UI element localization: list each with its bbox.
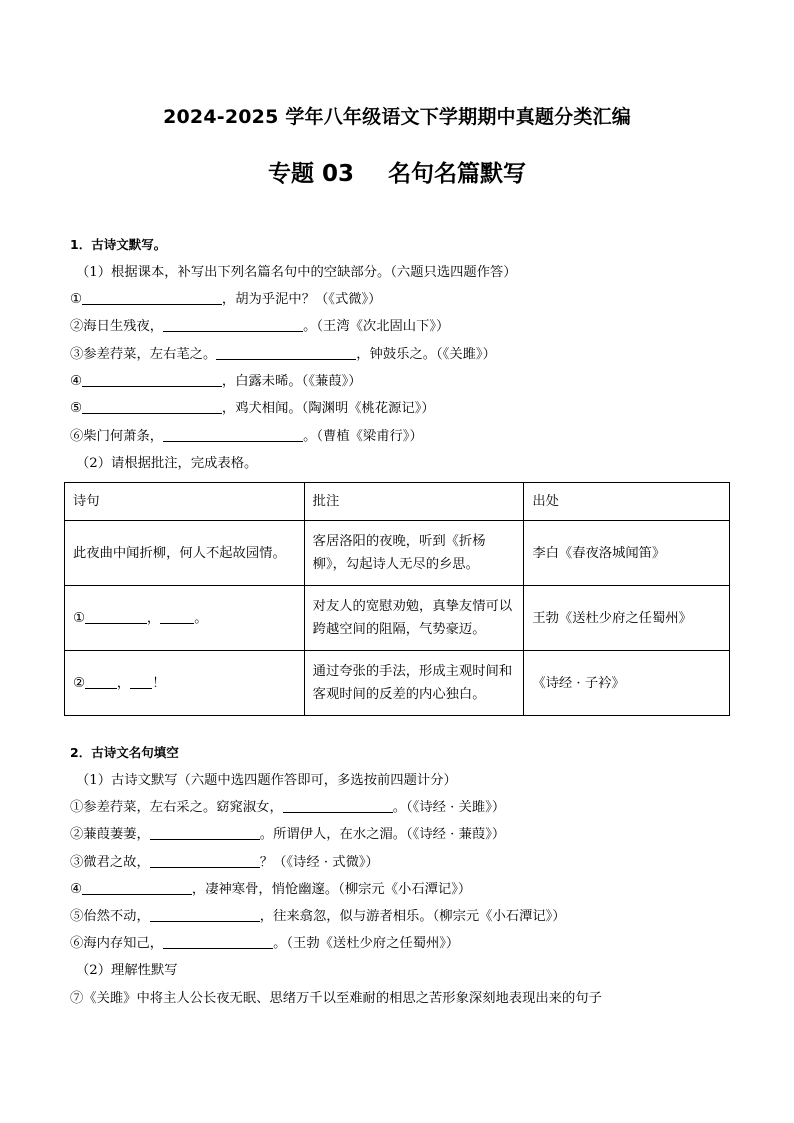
fill-item-1-5: ⑤ ，鸡犬相闻。（陶渊明《桃花源记》） xyxy=(70,401,435,416)
answer-blank[interactable] xyxy=(82,373,222,387)
section2-heading: 2．古诗文名句填空 xyxy=(70,745,179,760)
table-cell-line: 此夜曲中闻折柳，何人不起故园情。 xyxy=(65,521,305,586)
answer-blank[interactable] xyxy=(85,675,117,689)
document-subtitle xyxy=(0,155,794,188)
answer-blank[interactable] xyxy=(163,935,273,949)
section1-part2-intro: （2）请根据批注，完成表格。 xyxy=(76,456,258,471)
fill-item-2-4: ④ ，凄神寒骨，悄怆幽邃。（柳宗元《小石潭记》） xyxy=(70,882,472,897)
answer-blank[interactable] xyxy=(82,291,222,305)
answer-blank[interactable] xyxy=(163,428,303,442)
table-cell-source: 《诗经 · 子衿》 xyxy=(524,651,730,716)
table-cell-source: 王勃《送杜少府之任蜀州》 xyxy=(524,586,730,651)
subtitle-main: 名句名篇默写 xyxy=(388,161,526,187)
section2-part2-intro: （2）理解性默写 xyxy=(76,963,178,978)
table-header-cell: 出处 xyxy=(524,483,730,521)
section2-part1-intro: （1）古诗文默写（六题中选四题作答即可，多选按前四题计分） xyxy=(76,773,457,788)
table-cell-line: ② ， ！ xyxy=(65,651,305,716)
answer-blank[interactable] xyxy=(163,318,303,332)
fill-item-1-2: ②海日生残夜， 。（王湾《次北固山下》） xyxy=(70,319,450,334)
answer-blank[interactable] xyxy=(283,799,393,813)
table-cell-note: 对友人的宽慰劝勉，真挚友情可以跨越空间的阻隔，气势豪迈。 xyxy=(304,586,524,651)
answer-blank[interactable] xyxy=(150,854,260,868)
fill-item-2-5: ⑤佁然不动， ，往来翕忽，似与游者相乐。（柳宗元《小石潭记》） xyxy=(70,909,566,924)
answer-blank[interactable] xyxy=(160,610,194,624)
answer-blank[interactable] xyxy=(216,346,356,360)
answer-blank[interactable] xyxy=(82,400,222,414)
fill-item-1-4: ④ ，白露未晞。（《蒹葭》） xyxy=(70,374,362,389)
fill-item-2-2: ②蒹葭萋萋， 。所谓伊人，在水之湄。（《诗经 · 蒹葭》） xyxy=(70,827,506,842)
table-header-cell: 批注 xyxy=(304,483,524,521)
answer-blank[interactable] xyxy=(150,826,260,840)
subtitle-prefix: 专题 03 xyxy=(267,161,354,187)
fill-item-2-3: ③微君之故， ？（《诗经 · 式微》） xyxy=(70,855,379,870)
fill-item-1-6: ⑥柴门何萧条， 。（曹植《梁甫行》） xyxy=(70,429,423,444)
fill-item-1-3: ③参差荇菜，左右芼之。 ，钟鼓乐之。（《关雎》） xyxy=(70,347,496,362)
fill-item-2-6: ⑥海内存知己， 。（王勃《送杜少府之任蜀州》） xyxy=(70,936,460,951)
table-cell-source: 李白《春夜洛城闻笛》 xyxy=(524,521,730,586)
table-row xyxy=(65,586,730,651)
question-item-7: ⑦《关雎》中将主人公长夜无眠、思绪万千以至难耐的相思之苦形象深刻地表现出来的句子 xyxy=(70,991,602,1006)
answer-blank[interactable] xyxy=(85,610,147,624)
fill-item-2-1: ①参差荇菜，左右采之。窈窕淑女， 。（《诗经 · 关雎》） xyxy=(70,800,506,815)
table-row xyxy=(65,521,730,586)
section1-heading: 1．古诗文默写。 xyxy=(70,237,167,252)
table-header-cell: 诗句 xyxy=(65,483,305,521)
table-cell-note: 客居洛阳的夜晚，听到《折杨柳》，勾起诗人无尽的乡思。 xyxy=(304,521,524,586)
table-header-row xyxy=(65,483,730,521)
fill-item-1-1: ① ，胡为乎泥中？（《式微》） xyxy=(70,292,382,307)
answer-blank[interactable] xyxy=(82,881,192,895)
answer-blank[interactable] xyxy=(150,908,260,922)
table-cell-note: 通过夸张的手法，形成主观时间和客观时间的反差的内心独白。 xyxy=(304,651,524,716)
document-title: 2024-2025 学年八年级语文下学期期中真题分类汇编 xyxy=(163,106,631,128)
section1-part1-intro: （1）根据课本，补写出下列名篇名句中的空缺部分。（六题只选四题作答） xyxy=(76,265,517,280)
annotation-table xyxy=(64,482,730,716)
table-cell-line: ① ， 。 xyxy=(65,586,305,651)
answer-blank[interactable] xyxy=(130,675,152,689)
table-row xyxy=(65,651,730,716)
